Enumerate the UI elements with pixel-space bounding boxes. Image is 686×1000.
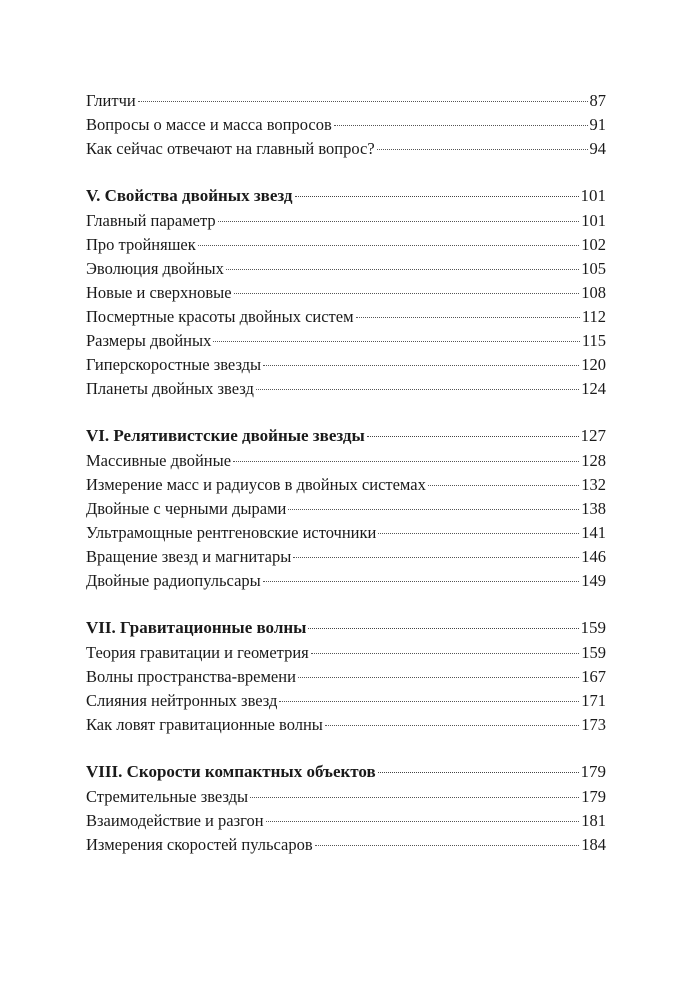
toc-entry-page-number: 108 [581, 283, 606, 302]
toc-entry-title: Гиперскоростные звезды [86, 355, 262, 374]
toc-entry-page-number: 102 [581, 235, 606, 254]
toc-entry-title: Двойные с черными дырами [86, 499, 287, 518]
toc-entry-title: Измерения скоростей пульсаров [86, 835, 313, 854]
toc-entry-title: Ультрамощные рентгеновские источники [86, 523, 377, 542]
toc-entry[interactable] [86, 473, 606, 497]
toc-entry-page-number: 120 [581, 355, 606, 374]
toc-entry-page-number: 138 [581, 499, 606, 518]
toc-entry[interactable] [86, 713, 606, 737]
toc-entry[interactable] [86, 209, 606, 233]
toc-entry-page-number: 141 [581, 523, 606, 542]
dot-leader [279, 701, 579, 702]
toc-entry[interactable] [86, 497, 606, 521]
toc-entry[interactable] [86, 833, 606, 857]
toc-entry-title: Взаимодействие и разгон [86, 811, 264, 830]
toc-entry[interactable] [86, 89, 606, 113]
dot-leader [308, 628, 578, 629]
toc-entry-title: Теория гравитации и геометрия [86, 643, 309, 662]
toc-section-group [86, 423, 606, 593]
toc-entry[interactable] [86, 689, 606, 713]
dot-leader [315, 845, 580, 846]
dot-leader [325, 725, 579, 726]
toc-entry-title: Эволюция двойных [86, 259, 224, 278]
toc-entry[interactable] [86, 113, 606, 137]
toc-entry-title: Как ловят гравитационные волны [86, 715, 323, 734]
toc-entry-title: Про тройняшек [86, 235, 196, 254]
toc-section-group [86, 183, 606, 401]
toc-entry-page-number: 159 [581, 643, 606, 662]
toc-entry-page-number: 179 [581, 787, 606, 806]
toc-entry-page-number: 124 [581, 379, 606, 398]
toc-entry-page-number: 101 [581, 211, 606, 230]
toc-entry-page-number: 181 [581, 811, 606, 830]
toc-entry-title: Главный параметр [86, 211, 216, 230]
toc-entry-page-number: 167 [581, 667, 606, 686]
toc-entry-title: Как сейчас отвечают на главный вопрос? [86, 139, 375, 158]
toc-entry-page-number: 94 [589, 139, 606, 158]
toc-section-heading[interactable] [86, 423, 606, 449]
toc-entry-page-number: 184 [581, 835, 606, 854]
dot-leader [377, 149, 588, 150]
toc-section-heading-page-number: 101 [580, 186, 606, 205]
table-of-contents [86, 89, 606, 857]
toc-entry[interactable] [86, 449, 606, 473]
toc-entry[interactable] [86, 641, 606, 665]
toc-entry-title: Стремительные звезды [86, 787, 249, 806]
dot-leader [378, 772, 579, 773]
dot-leader [234, 293, 580, 294]
dot-leader [378, 533, 579, 534]
toc-entry-title: Размеры двойных [86, 331, 212, 350]
dot-leader [266, 821, 580, 822]
dot-leader [226, 269, 579, 270]
toc-section-heading-title: VIII. Скорости компактных объектов [86, 762, 376, 781]
toc-section-heading[interactable] [86, 615, 606, 641]
toc-entry-page-number: 132 [581, 475, 606, 494]
toc-entry-page-number: 128 [581, 451, 606, 470]
dot-leader [288, 509, 579, 510]
toc-entry[interactable] [86, 305, 606, 329]
toc-entry-title: Вращение звезд и магнитары [86, 547, 292, 566]
toc-entry[interactable] [86, 785, 606, 809]
toc-entry-page-number: 115 [581, 331, 606, 350]
toc-entry-title: Глитчи [86, 91, 136, 110]
dot-leader [218, 221, 580, 222]
toc-entry[interactable] [86, 137, 606, 161]
dot-leader [428, 485, 579, 486]
toc-entry-title: Слияния нейтронных звезд [86, 691, 278, 710]
toc-entry-page-number: 87 [589, 91, 606, 110]
dot-leader [198, 245, 580, 246]
toc-entry-page-number: 105 [581, 259, 606, 278]
toc-entry[interactable] [86, 809, 606, 833]
toc-section-heading[interactable] [86, 759, 606, 785]
toc-entry[interactable] [86, 569, 606, 593]
dot-leader [250, 797, 579, 798]
toc-entry-title: Двойные радиопульсары [86, 571, 261, 590]
toc-entry-page-number: 146 [581, 547, 606, 566]
toc-entry[interactable] [86, 257, 606, 281]
dot-leader [367, 436, 579, 437]
toc-section-heading-title: V. Свойства двойных звезд [86, 186, 293, 205]
toc-section-group [86, 89, 606, 161]
toc-entry[interactable] [86, 545, 606, 569]
dot-leader [233, 461, 579, 462]
toc-section-heading-page-number: 127 [580, 426, 606, 445]
toc-entry-title: Массивные двойные [86, 451, 232, 470]
toc-section-heading[interactable] [86, 183, 606, 209]
dot-leader [295, 196, 579, 197]
dot-leader [263, 365, 579, 366]
toc-section-heading-title: VI. Релятивистские двойные звезды [86, 426, 365, 445]
toc-entry[interactable] [86, 353, 606, 377]
toc-entry-page-number: 149 [581, 571, 606, 590]
dot-leader [293, 557, 579, 558]
toc-entry[interactable] [86, 377, 606, 401]
toc-section-heading-title: VII. Гравитационные волны [86, 618, 307, 637]
toc-entry[interactable] [86, 521, 606, 545]
toc-entry-title: Посмертные красоты двойных систем [86, 307, 354, 326]
toc-entry-page-number: 91 [589, 115, 606, 134]
dot-leader [311, 653, 580, 654]
toc-entry-title: Планеты двойных звезд [86, 379, 254, 398]
dot-leader [213, 341, 580, 342]
toc-entry[interactable] [86, 233, 606, 257]
toc-entry-title: Измерение масс и радиусов в двойных системах [86, 475, 426, 494]
toc-entry-page-number: 112 [581, 307, 606, 326]
toc-entry[interactable] [86, 281, 606, 305]
toc-entry-page-number: 171 [581, 691, 606, 710]
toc-section-heading-page-number: 179 [580, 762, 606, 781]
toc-entry[interactable] [86, 329, 606, 353]
dot-leader [298, 677, 579, 678]
toc-section-group [86, 615, 606, 737]
toc-entry-title: Новые и сверхновые [86, 283, 232, 302]
toc-entry-title: Волны пространства-времени [86, 667, 296, 686]
dot-leader [334, 125, 588, 126]
dot-leader [263, 581, 580, 582]
toc-entry-title: Вопросы о массе и масса вопросов [86, 115, 332, 134]
toc-section-group [86, 759, 606, 857]
toc-section-heading-page-number: 159 [580, 618, 606, 637]
toc-entry[interactable] [86, 665, 606, 689]
dot-leader [138, 101, 588, 102]
toc-entry-page-number: 173 [581, 715, 606, 734]
dot-leader [256, 389, 579, 390]
dot-leader [356, 317, 580, 318]
